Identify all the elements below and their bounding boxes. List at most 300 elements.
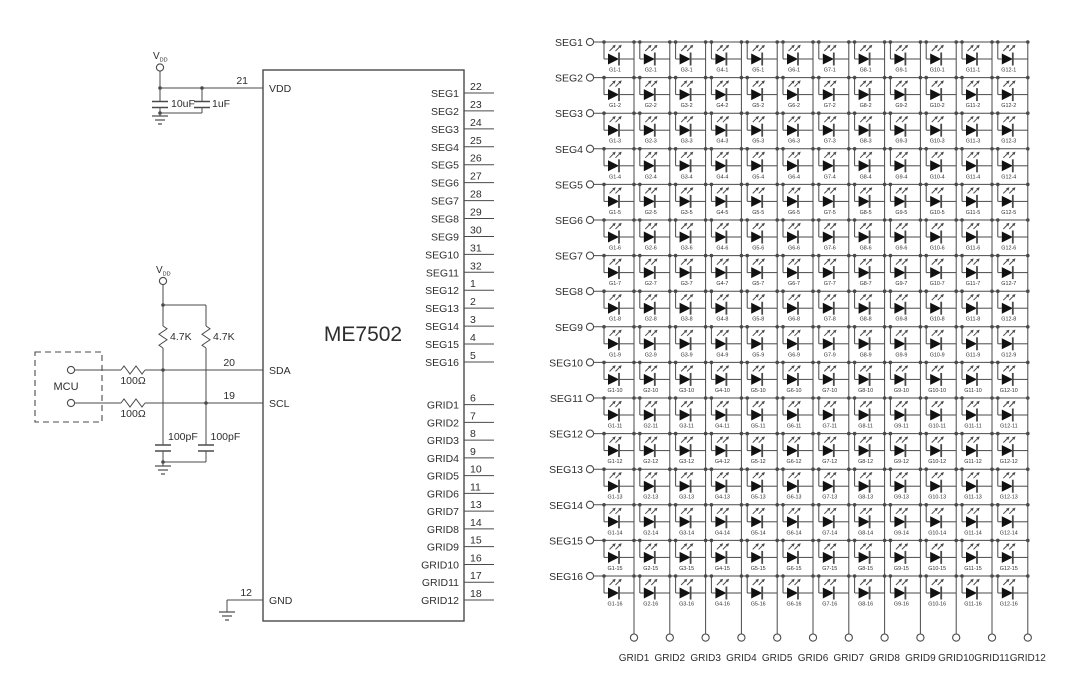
led-label: G2-12 bbox=[643, 459, 659, 466]
led-triangle bbox=[680, 267, 691, 278]
wire bbox=[723, 260, 728, 265]
led-label: G8-14 bbox=[858, 530, 874, 537]
grid-terminal bbox=[630, 634, 637, 641]
led-label: G1-7 bbox=[609, 281, 621, 288]
led-cell bbox=[853, 503, 887, 536]
wire bbox=[902, 403, 907, 408]
wire bbox=[1009, 403, 1014, 408]
seg-pin-name: SEG7 bbox=[430, 195, 459, 208]
led-cell bbox=[674, 467, 708, 500]
grid-terminal bbox=[702, 634, 709, 641]
wire bbox=[717, 225, 722, 230]
led-cell bbox=[710, 289, 744, 322]
led-triangle bbox=[823, 303, 834, 314]
led-cell bbox=[889, 289, 923, 322]
led-triangle bbox=[608, 481, 619, 492]
led-triangle bbox=[1002, 410, 1013, 421]
wire bbox=[824, 153, 829, 158]
led-cell bbox=[781, 218, 815, 251]
wire bbox=[830, 189, 835, 194]
led-cell bbox=[602, 503, 636, 536]
led-label: G6-7 bbox=[788, 281, 800, 288]
wire bbox=[860, 225, 865, 230]
seg-pin-name: SEG8 bbox=[430, 213, 459, 226]
wire bbox=[1009, 296, 1014, 301]
wire bbox=[830, 581, 835, 586]
junction-dot bbox=[704, 432, 708, 436]
sda-series-resistor-value: 100Ω bbox=[120, 375, 146, 387]
wire bbox=[753, 367, 758, 372]
led-label: G5-3 bbox=[752, 138, 765, 145]
wire bbox=[860, 545, 865, 550]
junction-dot bbox=[740, 361, 744, 365]
led-cell bbox=[996, 218, 1030, 251]
wire bbox=[651, 581, 656, 586]
led-triangle bbox=[644, 374, 655, 385]
wire bbox=[902, 474, 907, 479]
led-triangle bbox=[930, 445, 941, 456]
wire bbox=[645, 82, 650, 87]
wire bbox=[866, 189, 871, 194]
wire bbox=[616, 296, 621, 301]
wire bbox=[651, 260, 656, 265]
led-label: G8-5 bbox=[859, 209, 872, 216]
led-triangle bbox=[966, 89, 977, 100]
grid-terminal bbox=[953, 634, 960, 641]
wire bbox=[753, 47, 758, 52]
junction-dot bbox=[990, 218, 994, 222]
led-triangle bbox=[859, 232, 870, 243]
seg-terminal bbox=[586, 572, 593, 579]
led-cell bbox=[781, 396, 815, 429]
seg-pin-number: 30 bbox=[470, 224, 482, 237]
led-label: G9-16 bbox=[893, 601, 909, 608]
wire bbox=[681, 153, 686, 158]
wire bbox=[824, 189, 829, 194]
led-cell bbox=[674, 147, 708, 180]
led-cell bbox=[817, 467, 851, 500]
led-label: G9-2 bbox=[895, 103, 908, 110]
wire bbox=[860, 581, 865, 586]
grid-pin-number: 13 bbox=[470, 499, 482, 512]
led-triangle bbox=[930, 481, 941, 492]
wire bbox=[860, 260, 865, 265]
led-label: G7-16 bbox=[822, 601, 838, 608]
junction-dot bbox=[740, 111, 744, 115]
led-cell bbox=[960, 325, 994, 358]
wire bbox=[687, 47, 692, 52]
led-label: G1-1 bbox=[609, 67, 621, 74]
led-label: G5-7 bbox=[752, 281, 765, 288]
led-triangle bbox=[787, 196, 798, 207]
wire bbox=[759, 545, 764, 550]
led-cell bbox=[924, 111, 958, 144]
led-label: G10-9 bbox=[929, 352, 945, 359]
scl-cap-value: 100pF bbox=[210, 431, 241, 443]
led-label: G7-9 bbox=[823, 352, 836, 359]
led-triangle bbox=[715, 54, 726, 65]
junction-dot bbox=[883, 254, 887, 258]
grid-column-label: GRID1 bbox=[618, 653, 650, 664]
led-triangle bbox=[680, 232, 691, 243]
junction-dot bbox=[740, 396, 744, 400]
wire bbox=[681, 189, 686, 194]
led-label: G3-3 bbox=[680, 138, 693, 145]
junction-dot bbox=[883, 147, 887, 151]
wire bbox=[610, 47, 615, 52]
wire bbox=[824, 438, 829, 443]
wire bbox=[795, 438, 800, 443]
led-label: G12-16 bbox=[999, 601, 1018, 608]
grid-pin-number: 7 bbox=[470, 410, 476, 423]
led-cell bbox=[745, 218, 779, 251]
led-cell bbox=[710, 147, 744, 180]
wire bbox=[717, 509, 722, 514]
led-label: G7-13 bbox=[822, 494, 838, 501]
wire bbox=[789, 118, 794, 123]
led-label: G4-12 bbox=[714, 459, 730, 466]
junction-dot bbox=[158, 111, 162, 115]
led-triangle bbox=[966, 410, 977, 421]
led-label: G11-10 bbox=[964, 387, 982, 394]
led-label: G5-16 bbox=[750, 601, 766, 608]
wire bbox=[824, 474, 829, 479]
mcu-scl-terminal bbox=[67, 399, 74, 406]
led-label: G9-13 bbox=[893, 494, 909, 501]
wire bbox=[616, 438, 621, 443]
led-triangle bbox=[859, 160, 870, 171]
wire bbox=[723, 47, 728, 52]
wire bbox=[866, 47, 871, 52]
grid-column-label: GRID5 bbox=[761, 653, 793, 664]
wire bbox=[968, 47, 973, 52]
junction-dot bbox=[954, 111, 958, 115]
led-triangle bbox=[680, 588, 691, 599]
wire bbox=[795, 403, 800, 408]
wire bbox=[616, 545, 621, 550]
led-label: G11-5 bbox=[965, 209, 981, 216]
grid-pin-name: GRID4 bbox=[426, 452, 459, 465]
led-label: G2-10 bbox=[643, 387, 659, 394]
junction-dot bbox=[632, 76, 636, 80]
junction-dot bbox=[704, 254, 708, 258]
wire bbox=[795, 260, 800, 265]
gnd-pin-number: 12 bbox=[240, 587, 252, 599]
led-cell bbox=[638, 432, 672, 465]
led-cell bbox=[853, 254, 887, 287]
junction-dot bbox=[811, 40, 815, 44]
wire bbox=[717, 260, 722, 265]
wire bbox=[610, 509, 615, 514]
seg-terminal bbox=[586, 537, 593, 544]
wire bbox=[974, 82, 979, 87]
junction-dot bbox=[883, 361, 887, 365]
wire bbox=[860, 474, 865, 479]
junction-dot bbox=[990, 539, 994, 543]
wire bbox=[759, 47, 764, 52]
wire bbox=[1009, 545, 1014, 550]
wire bbox=[974, 118, 979, 123]
wire bbox=[795, 296, 800, 301]
wire bbox=[681, 260, 686, 265]
led-triangle bbox=[894, 232, 905, 243]
wire bbox=[759, 367, 764, 372]
junction-dot bbox=[883, 432, 887, 436]
i2c-vdd-terminal bbox=[159, 277, 166, 284]
junction-dot bbox=[990, 574, 994, 578]
led-label: G3-12 bbox=[679, 459, 695, 466]
wire bbox=[616, 403, 621, 408]
mcu-sda-terminal bbox=[67, 366, 74, 373]
led-label: G6-4 bbox=[788, 174, 800, 181]
wire bbox=[753, 153, 758, 158]
led-triangle bbox=[859, 516, 870, 527]
led-triangle bbox=[787, 445, 798, 456]
wire bbox=[932, 225, 937, 230]
led-label: G8-15 bbox=[858, 565, 874, 572]
led-label: G2-16 bbox=[643, 601, 659, 608]
wire bbox=[610, 189, 615, 194]
led-triangle bbox=[751, 445, 762, 456]
wire bbox=[974, 189, 979, 194]
wire bbox=[824, 545, 829, 550]
led-triangle bbox=[680, 196, 691, 207]
led-label: G6-13 bbox=[786, 494, 802, 501]
seg-pin-number: 2 bbox=[470, 296, 476, 309]
led-triangle bbox=[966, 374, 977, 385]
led-label: G8-13 bbox=[858, 494, 874, 501]
led-triangle bbox=[823, 588, 834, 599]
led-cell bbox=[960, 254, 994, 287]
led-triangle bbox=[787, 54, 798, 65]
junction-dot bbox=[632, 432, 636, 436]
wire bbox=[789, 225, 794, 230]
wire bbox=[795, 225, 800, 230]
wire bbox=[795, 153, 800, 158]
led-triangle bbox=[787, 410, 798, 421]
led-label: G12-5 bbox=[1001, 209, 1017, 216]
led-cell bbox=[674, 539, 708, 572]
led-cell bbox=[889, 183, 923, 216]
led-label: G8-1 bbox=[859, 67, 872, 74]
wire bbox=[860, 189, 865, 194]
scl-pullup-value: 4.7K bbox=[213, 331, 235, 343]
wire bbox=[830, 47, 835, 52]
led-cell bbox=[996, 325, 1030, 358]
seg-pin-number: 28 bbox=[470, 188, 482, 201]
junction-dot bbox=[919, 183, 923, 187]
junction-dot bbox=[632, 467, 636, 471]
junction-dot bbox=[775, 147, 779, 151]
wire bbox=[938, 331, 943, 336]
led-label: G6-10 bbox=[786, 387, 802, 394]
wire bbox=[932, 82, 937, 87]
led-triangle bbox=[930, 374, 941, 385]
wire bbox=[717, 189, 722, 194]
junction-dot bbox=[668, 254, 672, 258]
wire bbox=[896, 403, 901, 408]
wire bbox=[759, 331, 764, 336]
wire bbox=[974, 545, 979, 550]
led-cell bbox=[924, 40, 958, 73]
seg-terminal bbox=[586, 466, 593, 473]
junction-dot bbox=[668, 432, 672, 436]
wire bbox=[651, 367, 656, 372]
junction-dot bbox=[847, 254, 851, 258]
led-cell bbox=[674, 289, 708, 322]
led-cell bbox=[996, 361, 1030, 394]
wire bbox=[759, 296, 764, 301]
led-triangle bbox=[715, 516, 726, 527]
wire bbox=[902, 545, 907, 550]
wire bbox=[789, 403, 794, 408]
wire bbox=[938, 367, 943, 372]
led-label: G10-4 bbox=[929, 174, 945, 181]
junction-dot bbox=[990, 289, 994, 293]
wire bbox=[938, 225, 943, 230]
led-cell bbox=[924, 361, 958, 394]
junction-dot bbox=[990, 183, 994, 187]
wire bbox=[968, 438, 973, 443]
wire bbox=[938, 545, 943, 550]
seg-row-label: SEG3 bbox=[554, 108, 583, 121]
led-triangle bbox=[680, 54, 691, 65]
grid-pin-name: GRID6 bbox=[426, 488, 459, 501]
led-cell bbox=[638, 218, 672, 251]
wire bbox=[866, 82, 871, 87]
wire bbox=[1009, 189, 1014, 194]
led-triangle bbox=[859, 54, 870, 65]
led-label: G11-1 bbox=[965, 67, 981, 74]
junction-dot bbox=[811, 218, 815, 222]
led-triangle bbox=[644, 267, 655, 278]
wire bbox=[616, 225, 621, 230]
led-cell bbox=[996, 503, 1030, 536]
wire bbox=[753, 225, 758, 230]
junction-dot bbox=[847, 218, 851, 222]
wire bbox=[896, 47, 901, 52]
led-label: G3-5 bbox=[680, 209, 693, 216]
wire bbox=[866, 331, 871, 336]
junction-dot bbox=[1026, 289, 1030, 293]
led-label: G8-6 bbox=[859, 245, 872, 252]
led-cell bbox=[602, 396, 636, 429]
junction-dot bbox=[847, 147, 851, 151]
wire bbox=[723, 153, 728, 158]
junction-dot bbox=[883, 574, 887, 578]
led-cell bbox=[889, 218, 923, 251]
cap2-value: 1uF bbox=[212, 98, 231, 110]
wire bbox=[651, 189, 656, 194]
seg-terminal bbox=[586, 288, 593, 295]
led-cell bbox=[889, 467, 923, 500]
wire bbox=[616, 509, 621, 514]
led-triangle bbox=[715, 89, 726, 100]
wire bbox=[896, 118, 901, 123]
led-triangle bbox=[823, 374, 834, 385]
junction-dot bbox=[1026, 361, 1030, 365]
wire bbox=[968, 118, 973, 123]
wire bbox=[902, 225, 907, 230]
led-label: G8-4 bbox=[859, 174, 872, 181]
wire bbox=[830, 367, 835, 372]
wire bbox=[1003, 225, 1008, 230]
led-cell bbox=[817, 147, 851, 180]
led-triangle bbox=[644, 89, 655, 100]
wire bbox=[723, 438, 728, 443]
led-label: G11-8 bbox=[965, 316, 981, 323]
led-triangle bbox=[1002, 196, 1013, 207]
led-label: G12-14 bbox=[999, 530, 1018, 537]
grid-pin-name: GRID8 bbox=[426, 523, 459, 536]
led-triangle bbox=[787, 552, 798, 563]
led-label: G9-15 bbox=[893, 565, 909, 572]
led-cell bbox=[674, 218, 708, 251]
led-triangle bbox=[644, 552, 655, 563]
led-triangle bbox=[680, 89, 691, 100]
led-triangle bbox=[966, 588, 977, 599]
seg-terminal bbox=[586, 216, 593, 223]
chip-pins bbox=[219, 75, 494, 620]
led-cell bbox=[710, 503, 744, 536]
led-triangle bbox=[1002, 481, 1013, 492]
grid-column-label: GRID2 bbox=[654, 653, 686, 664]
wire bbox=[1003, 474, 1008, 479]
led-triangle bbox=[966, 338, 977, 349]
seg-terminal bbox=[586, 145, 593, 152]
wire bbox=[616, 331, 621, 336]
seg-pin-number: 22 bbox=[470, 81, 482, 93]
wire bbox=[759, 153, 764, 158]
led-label: G1-14 bbox=[607, 530, 623, 537]
led-label: G12-12 bbox=[999, 459, 1018, 466]
led-triangle bbox=[930, 160, 941, 171]
wire bbox=[681, 118, 686, 123]
led-cell bbox=[817, 289, 851, 322]
led-cell bbox=[602, 76, 636, 109]
led-triangle bbox=[930, 267, 941, 278]
junction-dot bbox=[740, 467, 744, 471]
seg-terminal bbox=[586, 501, 593, 508]
led-label: G5-15 bbox=[750, 565, 766, 572]
grid-terminal bbox=[881, 634, 888, 641]
led-cell bbox=[996, 76, 1030, 109]
led-label: G12-3 bbox=[1001, 138, 1017, 145]
wire bbox=[1003, 153, 1008, 158]
junction-dot bbox=[990, 111, 994, 115]
led-triangle bbox=[823, 552, 834, 563]
led-triangle bbox=[715, 160, 726, 171]
led-label: G5-10 bbox=[750, 387, 766, 394]
led-triangle bbox=[823, 338, 834, 349]
led-label: G9-10 bbox=[893, 387, 909, 394]
junction-dot bbox=[632, 325, 636, 329]
wire bbox=[610, 82, 615, 87]
junction-dot bbox=[1026, 183, 1030, 187]
junction-dot bbox=[847, 111, 851, 115]
led-cell bbox=[745, 183, 779, 216]
led-label: G6-1 bbox=[788, 67, 800, 74]
junction-dot bbox=[990, 147, 994, 151]
seg-row-label: SEG11 bbox=[549, 393, 583, 405]
junction-dot bbox=[954, 432, 958, 436]
junction-dot bbox=[919, 289, 923, 293]
led-triangle bbox=[859, 303, 870, 314]
junction-dot bbox=[811, 539, 815, 543]
junction-dot bbox=[954, 325, 958, 329]
wire bbox=[789, 82, 794, 87]
junction-dot bbox=[775, 254, 779, 258]
